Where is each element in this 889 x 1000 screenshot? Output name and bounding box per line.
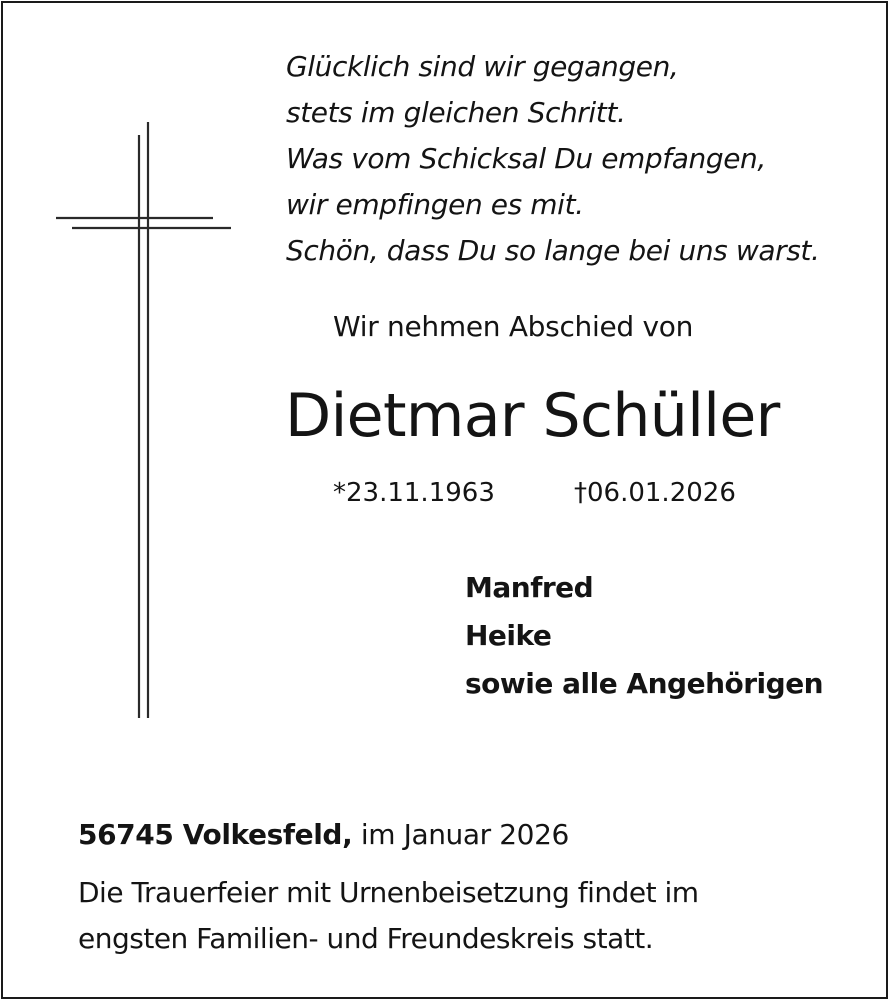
mourner: Heike <box>465 619 552 652</box>
verse-line: Schön, dass Du so lange bei uns warst. <box>286 234 820 267</box>
place-date-line <box>78 814 569 856</box>
farewell-intro: Wir nehmen Abschied von <box>333 310 694 343</box>
death-date: †06.01.2026 <box>574 478 736 508</box>
verse <box>286 44 820 274</box>
birth-date: *23.11.1963 <box>333 478 495 508</box>
verse-line: wir empfingen es mit. <box>286 188 584 221</box>
mourner: sowie alle Angehörigen <box>465 667 824 700</box>
place: 56745 Volkesfeld, <box>78 818 353 851</box>
mourner: Manfred <box>465 571 594 604</box>
verse-line: stets im gleichen Schritt. <box>286 96 626 129</box>
funeral-notice <box>78 870 699 962</box>
verse-line: Was vom Schicksal Du empfangen, <box>286 142 766 175</box>
verse-line: Glücklich sind wir gegangen, <box>286 50 679 83</box>
funeral-line: Die Trauerfeier mit Urnenbeisetzung findet im <box>78 876 699 909</box>
deceased-name: Dietmar Schüller <box>285 381 780 451</box>
funeral-line: engsten Familien- und Freundeskreis statt. <box>78 922 654 955</box>
date-text: im Januar 2026 <box>360 818 569 851</box>
mourners-list <box>465 564 823 708</box>
